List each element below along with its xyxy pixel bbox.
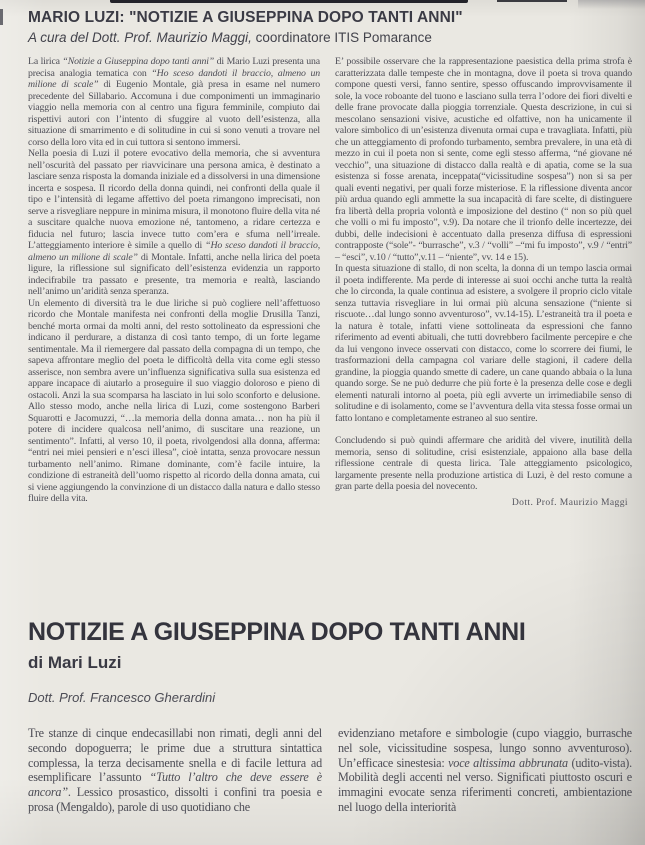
- poem-commentator: Dott. Prof. Francesco Gherardini: [28, 690, 216, 705]
- scan-artifact-top-right-smudge: [578, 0, 645, 9]
- poem-title: NOTIZIE A GIUSEPPINA DOPO TANTI ANNI: [28, 618, 526, 646]
- poem-header: [28, 618, 632, 705]
- scan-artifact-top-strip-2: [497, 0, 567, 2]
- scan-artifact-top-strip: [110, 0, 468, 3]
- article-title: MARIO LUZI: "NOTIZIE A GIUSEPPINA DOPO TANTI ANNI": [28, 9, 463, 26]
- commentary-columns: [28, 726, 632, 815]
- essay-left-column: [28, 56, 320, 508]
- commentary-paragraph: evidenziano metafore e simbologie (cupo viaggio, burrasche nel sole, vicissitudine sospesa, lungo sonno avventuroso). Un’efficace sinestesia: voce altissima abbrunata (udito-vista). Mobilità degli accenti nel verso. Significati piuttosto oscuri e immagini evocate senza riferimenti concreti, ambientazione nel luogo della interiorità: [338, 726, 632, 814]
- article-subtitle-role: coordinatore ITIS Pomarance: [251, 30, 432, 45]
- commentary-left-column: [28, 726, 322, 815]
- essay-signature: Dott. Prof. Maurizio Maggi: [511, 496, 628, 508]
- poem-author: di Mari Luzi: [28, 653, 122, 672]
- essay-right-column: [335, 56, 632, 508]
- commentary-paragraph: Tre stanze di cinque endecasillabi non rimati, degli anni del secondo dopoguerra; le prime due a struttura sintattica complessa, la terza decisamente snella e di facile lettura ad esemplificare l’assunto “Tutto l’altro che deve essere è ancora”. Lessico prosastico, dissolti i confini tra poesia e prosa (Mengaldo), parole di uso quotidiano che: [28, 726, 322, 814]
- essay-paragraph: La lirica “Notizie a Giuseppina dopo tanti anni” di Mario Luzi presenta una precisa analogia tematica con “Ho sceso dandoti il braccio, almeno un milione di scale” di Eugenio Montale, già presa in esame nel numero precedente del Sillabario. Accomuna i due componimenti un immaginario viaggio nella memoria con al centro una figura femminile, compiuto dai rispettivi autori con l’intento di sfuggire al vuoto dell’esistenza, alla situazione di smarrimento e di solitudine in cui si sono venuti a trovare nel corso della loro vita ed in cui tuttora si sentono immersi.: [28, 56, 321, 148]
- essay-paragraph: In questa situazione di stallo, di non scelta, la donna di un tempo lascia ormai il poeta indifferente. Ma perde di interesse ai suoi occhi anche tutta la realtà che lo circonda, la quale continua ad esistere, a svolgere il proprio ciclo vitale senza tuttavia risvegliare in lui ormai più alcuna sensazione (“niente si riscuote…dal lungo sonno avventuroso”, vv.14-15). L’estraneità tra il poeta e la natura è totale, infatti viene sottolineata da espressioni che fanno riferimento ad eventi abituali, che tutti dovrebbero facilmente percepire e che da lui vengono invece osservati con distacco, come lo scorrere dei fiumi, le trasformazioni della campagna col variare delle stagioni, il cadere della grandine, la pioggia quando smette di cadere, un cane quando abbaia o la luna quando sorge. Se ne può dedurre che più forte è la presenza delle cose e degli elementi naturali intorno al poeta, più egli avverte un irrimediabile senso di solitudine e di isolamento, come se l’avventura della vita stessa fosse ormai un fatto lontano e completamente estraneo al suo sentire.: [335, 263, 632, 424]
- essay-paragraph: Un elemento di diversità tra le due liriche si può cogliere nell’affettuoso ricordo che Montale manifesta nei confronti della moglie Drusilla Tanzi, benché morta ormai da molti anni, del resto sottolineato da espressioni che indicano il perdurare, a distanza di così tanto tempo, di un forte legame sentimentale. Ma il riemergere dal passato della compagna di un tempo, che sapeva affrontare meglio del poeta le difficoltà della vita come egli stesso asserisce, non sembra avere un’influenza significativa sulla sua esistenza ed appare incapace di aiutarlo a proseguire il suo viaggio doloroso e pieno di ostacoli. Anzi la sua scomparsa ha lasciato in lui solo sconforto e delusione. Allo stesso modo, anche nella lirica di Luzi, come sostengono Barberi Squarotti e Jacomuzzi, “…la memoria della donna amata… non ha più il potere di incidere qualcosa nell’animo, di suscitare una reazione, un sentimento”. Infatti, al verso 10, il poeta, rivolgendosi alla donna, afferma: “entri nei miei pensieri e n’esci illesa”, cioè intatta, senza provocare nessun turbamento nell’animo. Rimane dominante, com’è facile intuire, la condizione di estraneità dell’uomo rispetto al ricordo della donna amata, cui si viene aggiungendo la convinzione di un distacco dalla natura e dallo stesso fluire della vita.: [28, 297, 320, 504]
- essay-paragraph: Concludendo si può quindi affermare che aridità del vivere, inutilità della memoria, senso di solitudine, crisi esistenziale, appaiono alla base della riflessione centrale di questa lirica. Tale atteggiamento psicologico, largamente presente nella produzione artistica di Luzi, è del resto comune a gran parte della poesia del novecento.: [335, 435, 632, 492]
- article-header: [28, 9, 628, 45]
- essay-columns: [28, 56, 632, 508]
- scan-artifact-left-mark: [0, 9, 3, 25]
- article-subtitle: [28, 30, 628, 45]
- article-subtitle-author: A cura del Dott. Prof. Maurizio Maggi,: [28, 30, 252, 45]
- essay-paragraph: E’ possibile osservare che la rappresentazione paesistica della prima strofa è caratterizzata dalle tempeste che in montagna, dove il poeta si trova quando compone questi versi, fanno sentire, spesso offuscando improvvisamente il sole, la voce roboante del tuono e lasciano sulla terra l’odore dei fiori divelti e delle frane provocate dalla pioggia torrenziale. Questa descrizione, in cui si mescolano sensazioni visive, acustiche ed olfattive, non ha unicamente il valore simbolico di un’esistenza divenuta ormai cupa e travagliata. Infatti, più che un atteggiamento di profondo turbamento, sembra prevalere, in una età di mezzo in cui il poeta non si sente, come egli stesso afferma, “né giovane né vecchio”, una situazione di distacco dalla realtà e di apatia, come se la sua esistenza si fosse arenata, inceppata(“vicissitudine sospesa”) non si sa per quali eventi negativi, per quali forze misteriose. E la riflessione diventa ancor più ardua quando egli ammette la sua incapacità di fare scelte, di distinguere fra libertà della propria volontà e imposizione del destino (“ non so più quel che volli o mi fu imposto”, v.9). Da notare che il trionfo delle incertezze, dei dubbi, delle indecisioni è accentuato dalla presenza diffusa di espressioni contrapposte (“sole”- “burrasche”, v.3 / “volli” –“mi fu imposto”, v.9 / “entri” – “esci”, v.10 / “tutto”,v.11 – “niente”, vv. 14 e 15).: [335, 56, 632, 263]
- commentary-right-column: [338, 726, 632, 815]
- essay-paragraph: Nella poesia di Luzi il potere evocativo della memoria, che si avventura nell’oscurità del passato per riavvicinare una persona amica, è destinato a lasciare senza risposta la domanda iniziale ed a dissolversi in una dimensione incerta e sospesa. Il ricordo della donna quindi, nei confronti della quale il tipo e l’intensità di legame affettivo del poeta rimangono imprecisati, non serve a risvegliare neppure in minima misura, il monotono fluire della vita né a suscitare qualche nuova emozione né, tantomeno, a ridare certezza e fiducia nel futuro; lascia invece tutto com’era e sfuma nell’irreale. L’atteggiamento interiore è simile a quello di “Ho sceso dandoti il braccio, almeno un milione di scale” di Montale. Infatti, anche nella lirica del poeta ligure, la riflessione sul significato dell’esistenza evidenzia un rapporto indecifrabile tra passato e presente, tra memoria e realtà, lasciando nell’animo un’aridità senza speranza.: [28, 148, 320, 297]
